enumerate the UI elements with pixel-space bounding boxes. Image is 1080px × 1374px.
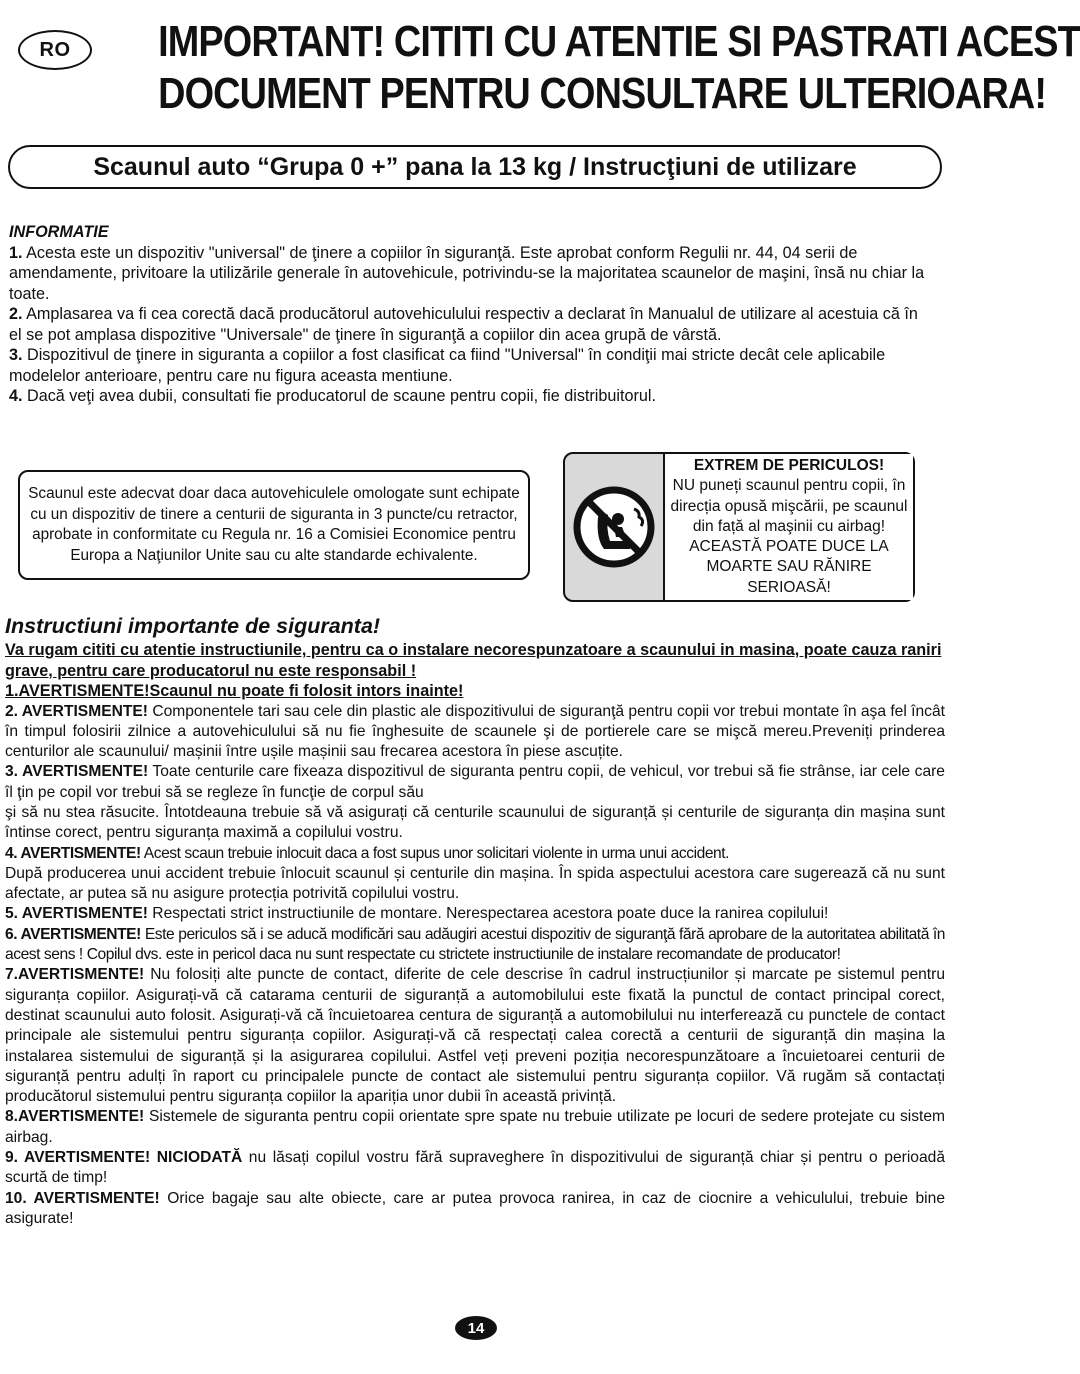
warning-9 xyxy=(5,1148,945,1189)
warning-label: 4. AVERTISMENTE! xyxy=(5,844,141,862)
safety-heading: Instructiuni importante de siguranta! xyxy=(5,614,381,638)
info-item-3 xyxy=(9,345,934,386)
info-item-text: Dispozitivul de ţinere in siguranta a copiilor a fost clasificat ca fiind "Universal" în condiţii mai stricte decât cele aplicabile modelelor anterioare, pentru care nu figura aceasta mentiune. xyxy=(9,346,886,385)
warning-text: Nu folosiți alte puncte de contact, diferite de cele descrise în cadrul instrucțiunilor și marcate pe sistemul pentru siguranța copiilor. Asigurați-vă că catarama centurii de siguranță a automobilului este fixată la punctul de contact principal corect, destinat scaunului auto folosit. Asigurați-vă că încuietoarea centura de siguranță a automobilului nu interferează cu punctele de contact principale ale sistemului pentru siguranța copiilor. Asigurați-vă că respectați calea corectă a centurii de siguranță din mașina la instalarea sistemului de siguranță și la asigurarea copilului. Astfel veți preveni poziția necorespunzătoare a încuietoarei centurii de siguranță pentru adulți în raport cu principalele puncte de contact ale sistemului pentru siguranța copiilor. Vă rugăm să contactați producătorul sistemului pentru siguranța copiilor la apariția unor dubii în această privință. xyxy=(5,966,945,1106)
warning-text: Respectati strict instructiunile de montare. Nerespectarea acestora poate duce la ranirea copilului! xyxy=(147,905,829,923)
info-item-number: 2. xyxy=(9,305,23,323)
seatbelt-notice-box xyxy=(18,470,530,580)
warning-label: 8.AVERTISMENTE! xyxy=(5,1108,145,1126)
warning-label: 10. AVERTISMENTE! xyxy=(5,1189,160,1207)
header-line-1: IMPORTANT! CITITI CU ATENTIE SI PASTRATI ACEST xyxy=(158,17,1080,66)
warning-text: Componentele tari sau cele din plastic ale dispozitivului de siguranţă pentru copii vor trebui montate în aşa fel încât în timpul folosirii zilnice a autovehiculului să nu fie înghesuite de scaunele şi de portierele care se mişcă mereu.Preveniți prinderea centurilor ale scaunului/ mașinii între ușile mașinii sau frecarea acestora în piese ascuțite. xyxy=(5,702,945,761)
warning-label: 9. AVERTISMENTE! NICIODATĂ xyxy=(5,1149,243,1167)
warning-label: 2. AVERTISMENTE! xyxy=(5,702,148,720)
danger-text: NU puneți scaunul pentru copii, în direcția opusă mişcării, pe scaunul din față al maşinii cu airbag! ACEASTĂ POATE DUCE LA MOARTE SAU RĂNIRE SERIOASĂ! xyxy=(670,477,908,596)
info-item-number: 1. xyxy=(9,243,23,262)
danger-text-panel xyxy=(663,454,913,600)
document-title: Scaunul auto “Grupa 0 +” pana la 13 kg / Instrucţiuni de utilizare xyxy=(8,145,942,189)
warning-text: Sistemele de siguranta pentru copii orientate spre spate nu trebuie utilizate pe locuri de sedere protejate cu sistem airbag. xyxy=(5,1108,945,1146)
safety-section xyxy=(5,612,945,1229)
info-item-number: 4. xyxy=(9,387,23,405)
seatbelt-notice-text: Scaunul este adecvat doar daca autovehiculele omologate sunt echipate cu un dispozitiv de tinere a centurii de siguranta in 3 puncte/cu retractor, aprobate in conformitate cu Regula nr. 16 a Comisiei Economice pentru Europa a Naţiunilor Unite sau cu alte standarde echivalente. xyxy=(28,485,520,564)
info-item-text: Acesta este un dispozitiv "universal" de ţinere a copiilor în siguranţă. Este aprobat conform Regulii nr. 44, 04 serii de amendamente, privitoare la utilizările generale în autovehicule, potrivindu-se la majoritatea scaunelor de maşini, însă nu chiar la toate. xyxy=(9,243,925,303)
warning-7 xyxy=(5,965,945,1107)
warning-4 xyxy=(5,844,945,864)
warning-8 xyxy=(5,1107,945,1148)
info-item-text: Amplasarea va fi cea corectă dacă producătorul autovehiculului respectiv a declarat în Manualul de utilizare al acestuia că în el se pot amplasa dispozitive "Universale" de ţinere în siguranţă a copiilor din acea grupă de vârstă. xyxy=(9,305,918,344)
warning-3-continued: şi să nu stea răsucite. Întotdeauna trebuie să vă asigurați că centurile scaunului de siguranță și centurile de siguranța din mașina sunt întinse corect, pentru siguranța maximă a copilului vostru. xyxy=(5,803,945,842)
warning-1: 1.AVERTISMENTE!Scaunul nu poate fi folosit intors inainte! xyxy=(5,682,464,700)
warning-4-continued: După producerea unui accident trebuie înlocuit scaunul și centurile din mașina. În spida aspectului acestora care sugerează că nu sunt afectate, ar putea să nu asigure protecția potrivită copilului vostru. xyxy=(5,864,945,903)
info-item-1 xyxy=(9,243,934,305)
warning-3 xyxy=(5,762,945,803)
warning-label: 6. AVERTISMENTE! xyxy=(5,925,141,943)
warning-label: 3. AVERTISMENTE! xyxy=(5,763,149,781)
info-item-text: Dacă veţi avea dubii, consultati fie producatorul de scaune pentru copii, fie distribuitorul. xyxy=(22,387,656,405)
safety-intro: Va rugam cititi cu atentie instructiunile, pentru ca o instalare necorespunzatoare a scaunului in masina, poate cauza raniri grave, pentru care producatorul nu este responsabil ! xyxy=(5,641,942,680)
header-line-2: DOCUMENT PENTRU CONSULTARE ULTERIOARA! xyxy=(158,69,1047,118)
warning-text: Este periculos să i se aducă modificări sau adăugiri acestui dispozitiv de siguranţă fără aprobare de la autoritatea abilitată în acest sens ! Copilul dvs. este in pericol daca nu sunt respectate cu strictete instructiunile de instalare recomandate de producator! xyxy=(5,925,945,964)
info-item-number: 3. xyxy=(9,346,23,364)
warning-6 xyxy=(5,925,945,966)
warning-label: 7.AVERTISMENTE! xyxy=(5,966,145,984)
info-item-2 xyxy=(9,304,934,345)
page-number: 14 xyxy=(455,1316,497,1340)
info-item-4 xyxy=(9,386,934,407)
warning-text: Orice bagaje sau alte obiecte, care ar putea provoca ranirea, in caz de ciocnire a vehiculului, trebuie bine asigurate! xyxy=(5,1189,945,1227)
warning-2 xyxy=(5,702,945,763)
warning-text: nu lăsați copilul vostru fără supraveghere în dispozitivului de siguranță chiar și pentru o perioadă scurtă de timp! xyxy=(5,1149,945,1187)
no-rear-facing-seat-airbag-icon xyxy=(565,454,663,600)
warning-10 xyxy=(5,1189,945,1230)
warning-text: Acest scaun trebuie inlocuit daca a fost supus unor solicitari violente in urma unui accident. xyxy=(140,844,730,862)
danger-title: EXTREM DE PERICULOS! xyxy=(693,457,885,474)
info-section xyxy=(9,222,934,407)
warning-text: Toate centurile care fixeaza dispozitivul de siguranta pentru copii, de vehicul, vor trebui să fie strânse, iar cele care îl ţin pe copil vor trebui să se regleze în funcţie de corpul său xyxy=(5,763,945,801)
info-heading: INFORMATIE xyxy=(9,223,109,241)
airbag-danger-box xyxy=(563,452,915,602)
warning-label: 5. AVERTISMENTE! xyxy=(5,905,148,923)
warning-5 xyxy=(5,904,945,924)
language-badge: RO xyxy=(18,30,92,70)
